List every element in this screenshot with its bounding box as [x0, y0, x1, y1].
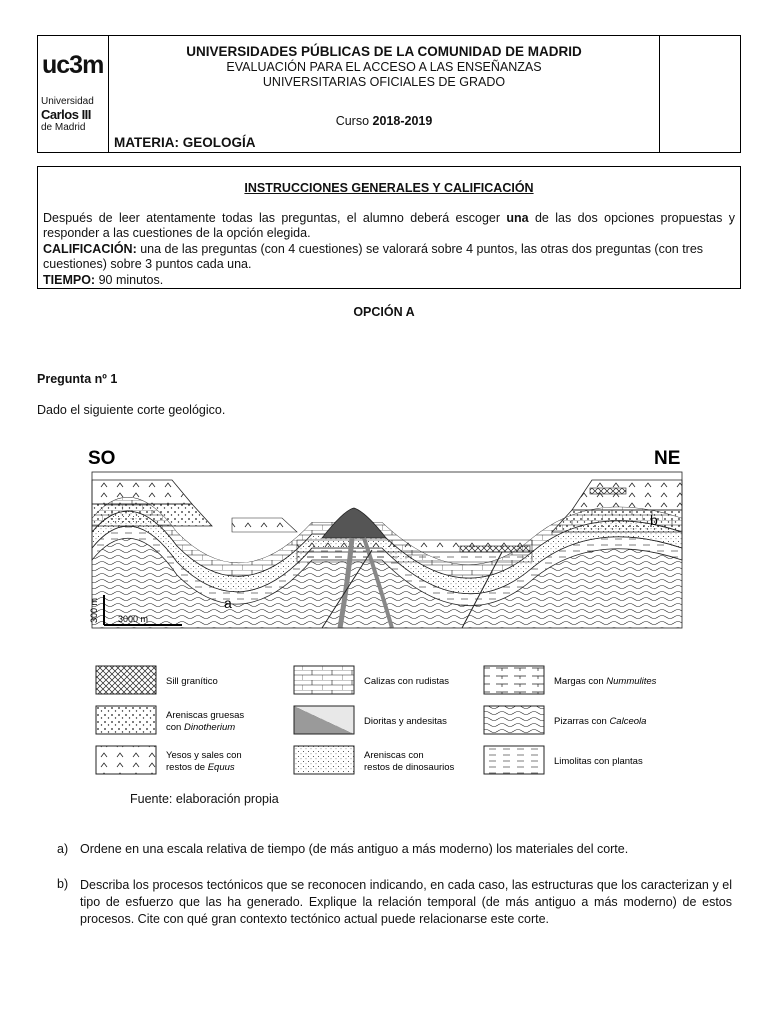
header-subtitle-1: EVALUACIÓN PARA EL ACCESO A LAS ENSEÑANZAS [226, 60, 542, 74]
logo-line1: Universidad [41, 96, 94, 107]
university-logo [38, 36, 109, 152]
exam-header [37, 35, 741, 153]
label-b: b [650, 512, 658, 528]
legend-areniscas-gruesas: Areniscas gruesas [166, 710, 245, 721]
legend-areniscas-dinosaurios: Areniscas con [364, 750, 424, 761]
question-a-text: Ordene en una escala relativa de tiempo (de más antiguo a más moderno) los materiales del corte. [80, 842, 629, 856]
course-value: 2018-2019 [372, 114, 433, 128]
legend-margas: Margas con Nummulites [554, 676, 657, 687]
instructions-text-emph: una [506, 211, 529, 225]
instructions-box [37, 166, 741, 289]
instructions-text-c: de las dos opciones propuestas y responder a las cuestiones de la opción elegida. [43, 211, 735, 240]
legend-yesos-2: restos de Equus [166, 762, 235, 773]
question-heading: Pregunta nº 1 [37, 372, 118, 386]
geological-cross-section [82, 440, 692, 788]
legend [96, 666, 657, 774]
header-right-cell [659, 36, 740, 152]
logo-line2: Carlos III [41, 107, 91, 122]
label-a: a [224, 595, 232, 611]
label-ne: NE [654, 448, 681, 469]
logo-line3: de Madrid [41, 122, 86, 133]
time-value: 90 minutos. [95, 273, 164, 287]
figure-source: Fuente: elaboración propia [130, 792, 279, 806]
instructions-text-a: Después de leer atentamente todas las preguntas, el alumno deberá escoger [43, 211, 507, 225]
scale-horizontal: 3000 m [118, 614, 149, 624]
instructions-title: INSTRUCCIONES GENERALES Y CALIFICACIÓN [244, 181, 534, 195]
option-heading: OPCIÓN A [353, 305, 415, 319]
question-intro: Dado el siguiente corte geológico. [37, 403, 226, 417]
course-year [108, 114, 660, 128]
header-subtitle-2: UNIVERSITARIAS OFICIALES DE GRADO [262, 75, 506, 89]
grading-value: una de las preguntas (con 4 cuestiones) se valorará sobre 4 puntos, las otras dos preguntas (con tres cuestiones) sobre 3 puntos cada una. [43, 242, 704, 271]
instructions-text [43, 211, 735, 241]
question-b-letter: b) [57, 877, 69, 891]
grading-text [43, 242, 735, 272]
question-b-text: Describa los procesos tectónicos que se reconocen indicando, en cada caso, las estructuras que los caracterizan y el tipo de esfuerzo que las ha generado. Explique la relación temporal (de más antiguo a más moderno) de estos procesos. Cite con qué gran contexto tectónico actual puede relacionarse este corte. [80, 878, 732, 926]
legend-yesos: Yesos y sales con [166, 750, 242, 761]
header-title: UNIVERSIDADES PÚBLICAS DE LA COMUNIDAD DE MADRID [186, 44, 582, 59]
time-text [43, 273, 163, 288]
legend-limolitas: Limolitas con plantas [554, 756, 643, 767]
grading-label: CALIFICACIÓN: [43, 242, 137, 256]
legend-areniscas-dinosaurios-2: restos de dinosaurios [364, 762, 455, 773]
legend-calizas: Calizas con rudistas [364, 676, 450, 687]
scale-vertical: 300 m [89, 597, 99, 623]
subject: MATERIA: GEOLOGÍA [114, 135, 256, 150]
question-a-letter: a) [57, 842, 69, 856]
course-label: Curso [335, 114, 370, 128]
header-center [108, 36, 660, 152]
label-so: SO [88, 448, 116, 469]
legend-areniscas-gruesas-2: con Dinotherium [166, 722, 236, 733]
logo-wordmark: uc3m [42, 51, 104, 79]
legend-dioritas: Dioritas y andesitas [364, 716, 447, 727]
section-body [92, 472, 682, 628]
legend-sill: Sill granítico [166, 676, 218, 687]
time-label: TIEMPO: [43, 273, 96, 287]
legend-pizarras: Pizarras con Calceola [554, 716, 647, 727]
